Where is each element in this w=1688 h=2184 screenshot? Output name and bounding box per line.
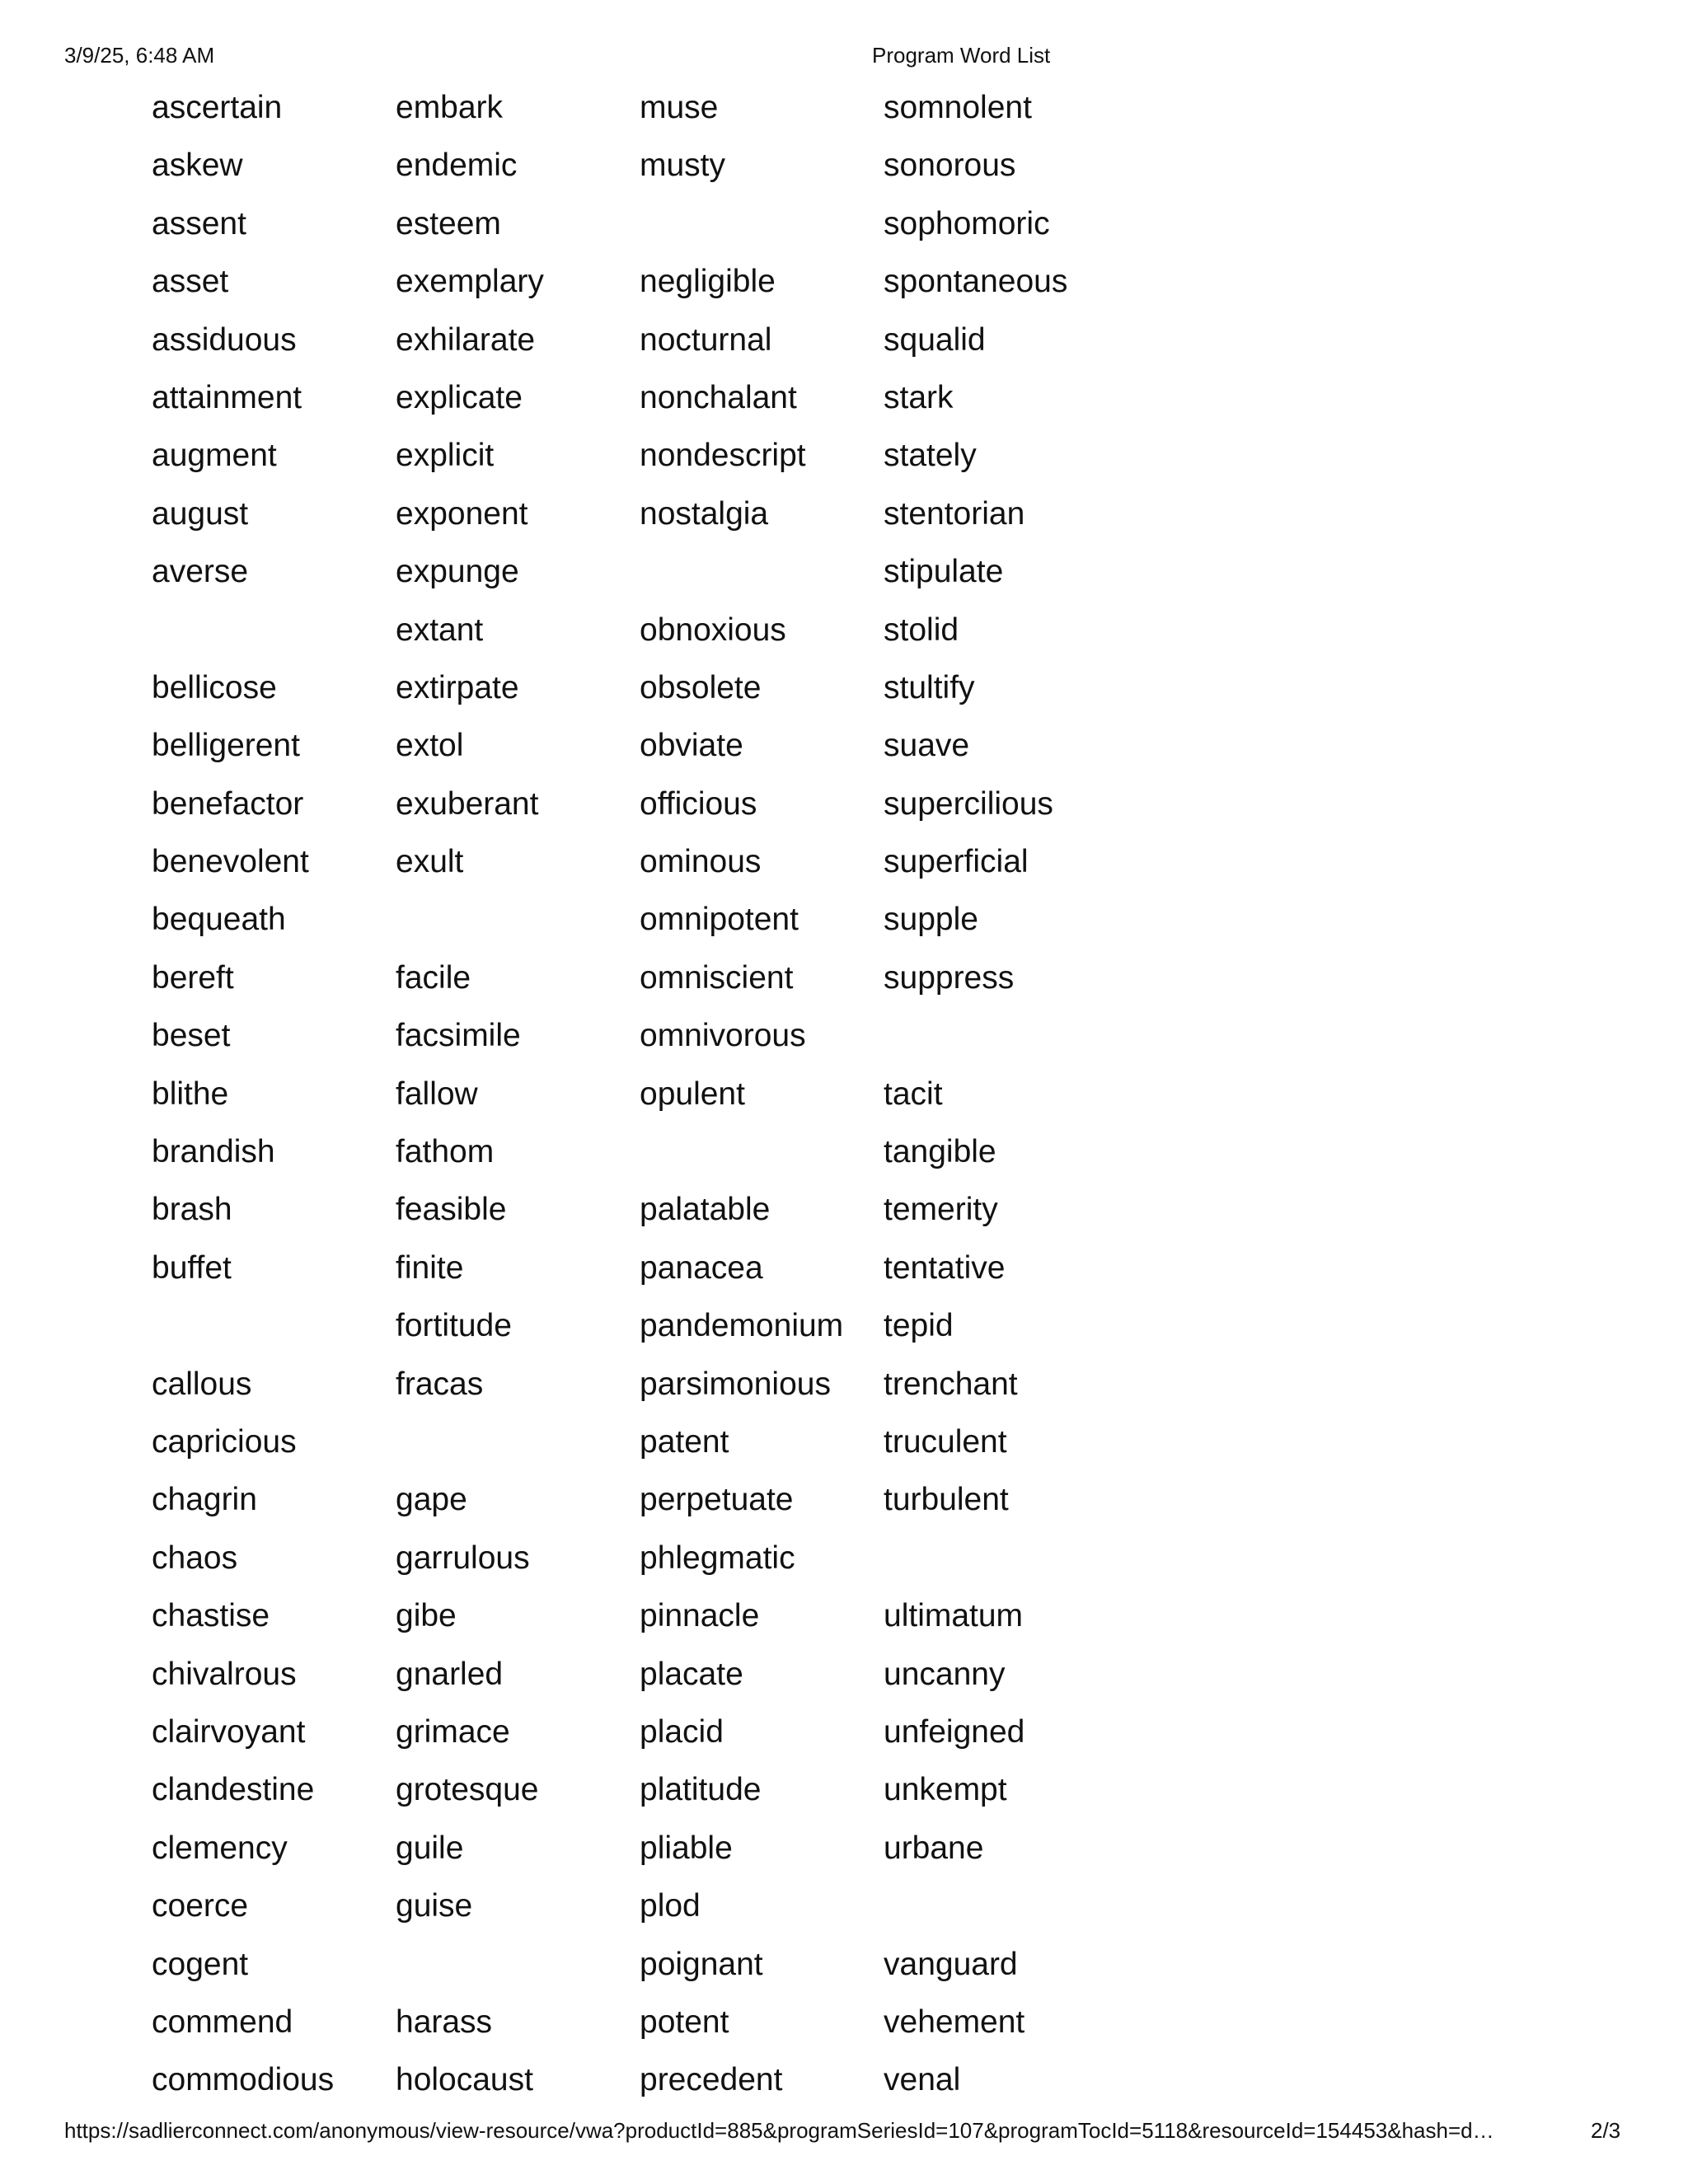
word-item: panacea [640,1249,763,1286]
word-item: chagrin [152,1482,257,1518]
word-list [152,84,1128,2115]
word-item: guise [396,1888,473,1924]
word-item: chastise [152,1598,270,1634]
word-item: unkempt [884,1772,1007,1808]
word-item: tepid [884,1308,954,1344]
word-item: muse [640,90,719,125]
word-item: platitude [640,1772,762,1808]
word-item: sonorous [884,148,1016,184]
word-item: ultimatum [884,1598,1024,1634]
word-item: urbane [884,1830,984,1866]
word-item: expunge [396,554,519,590]
word-item: potent [640,2004,729,2040]
word-item: trenchant [884,1366,1018,1402]
word-item: supple [884,902,978,938]
word-item: bellicose [152,669,277,705]
word-item: cogent [152,1946,249,1982]
word-item: precedent [640,2062,783,2098]
word-item [884,1012,1128,1070]
word-item [884,1882,1128,1940]
word-item [640,1128,884,1186]
word-item: obnoxious [640,612,786,648]
word-item: pandemonium [640,1308,844,1344]
word-item: belligerent [152,728,300,764]
word-item: exult [396,844,464,880]
word-item: augment [152,438,277,474]
word-item: assiduous [152,321,297,358]
word-item: askew [152,148,243,184]
word-item: parsimonious [640,1366,831,1402]
word-item: brandish [152,1134,275,1170]
word-item: poignant [640,1946,763,1982]
word-item: patent [640,1423,729,1460]
word-item: extirpate [396,669,519,705]
word-item: garrulous [396,1540,530,1576]
page-number: 2/3 [1591,2118,1621,2143]
word-item: stately [884,438,977,474]
word-item: tentative [884,1249,1006,1286]
word-item: exponent [396,495,528,532]
word-item [152,1302,396,1360]
word-item: averse [152,554,249,590]
word-item: opulent [640,1076,745,1112]
word-item: uncanny [884,1656,1006,1692]
word-item: omnivorous [640,1018,806,1054]
word-item: fallow [396,1076,478,1112]
word-item: squalid [884,321,986,358]
word-item [396,1418,640,1476]
word-item: feasible [396,1192,507,1228]
word-item: clandestine [152,1772,315,1808]
word-item: temerity [884,1192,998,1228]
word-item [640,200,884,258]
page-title: Program Word List [872,43,1051,68]
word-item: unfeigned [884,1713,1025,1750]
word-item: finite [396,1249,464,1286]
word-item: facsimile [396,1018,521,1054]
word-item: ominous [640,844,762,880]
word-item [396,1941,640,1999]
word-item: omnipotent [640,902,799,938]
word-item: capricious [152,1423,297,1460]
word-item: benefactor [152,785,304,822]
word-item: nostalgia [640,495,769,532]
footer-url: https://sadlierconnect.com/anonymous/view-resource/vwa?productId=885&programSeriesId=107&programTocId=5118&resourceId=154453&hash=d… [64,2118,1494,2143]
word-item: somnolent [884,90,1032,125]
word-item: negligible [640,264,776,300]
word-item: pinnacle [640,1598,760,1634]
word-item: omniscient [640,959,794,996]
word-item: spontaneous [884,264,1068,300]
word-item: brash [152,1192,232,1228]
word-item: extant [396,612,484,648]
word-item: vehement [884,2004,1025,2040]
word-item: nondescript [640,438,806,474]
word-item: placid [640,1713,724,1750]
word-item: phlegmatic [640,1540,795,1576]
word-item: suave [884,728,970,764]
word-item [396,896,640,954]
word-item: officious [640,785,757,822]
word-item: exemplary [396,264,544,300]
word-item: suppress [884,959,1015,996]
word-item: clemency [152,1830,288,1866]
word-item: blithe [152,1076,229,1112]
word-item: vanguard [884,1946,1018,1982]
word-item: musty [640,148,726,184]
word-item: extol [396,728,464,764]
word-item: chivalrous [152,1656,297,1692]
word-item: commend [152,2004,293,2040]
word-item: venal [884,2062,961,2098]
word-item: gape [396,1482,467,1518]
word-item: obviate [640,728,743,764]
word-item: explicate [396,379,523,415]
word-item: stentorian [884,495,1025,532]
word-item: fortitude [396,1308,512,1344]
word-item: embark [396,90,504,125]
word-item: tacit [884,1076,943,1112]
word-item: beset [152,1018,231,1054]
word-item: palatable [640,1192,771,1228]
word-item: assent [152,205,246,241]
word-item: bequeath [152,902,286,938]
word-item: asset [152,264,229,300]
word-item: coerce [152,1888,249,1924]
word-item: sophomoric [884,205,1050,241]
word-item: supercilious [884,785,1053,822]
word-item: benevolent [152,844,309,880]
word-item: exhilarate [396,321,536,358]
word-item: stark [884,379,954,415]
word-item: placate [640,1656,743,1692]
word-item: perpetuate [640,1482,794,1518]
word-item: endemic [396,148,518,184]
word-item: commodious [152,2062,335,2098]
word-item: gibe [396,1598,457,1634]
word-item: gnarled [396,1656,504,1692]
word-item: attainment [152,379,302,415]
word-item: grotesque [396,1772,539,1808]
word-item: fracas [396,1366,484,1402]
word-item: esteem [396,205,501,241]
word-item: obsolete [640,669,762,705]
word-item: nonchalant [640,379,797,415]
word-item: plod [640,1888,701,1924]
word-item: stolid [884,612,959,648]
word-item: truculent [884,1423,1007,1460]
print-timestamp: 3/9/25, 6:48 AM [64,43,215,68]
word-item: holocaust [396,2062,533,2098]
word-item: harass [396,2004,493,2040]
word-item: callous [152,1366,252,1402]
word-item: clairvoyant [152,1713,306,1750]
word-item: turbulent [884,1482,1009,1518]
word-item [152,607,396,664]
word-item: exuberant [396,785,539,822]
word-item: buffet [152,1249,232,1286]
word-item: august [152,495,249,532]
word-item: explicit [396,438,495,474]
word-item: stipulate [884,554,1004,590]
word-item: fathom [396,1134,495,1170]
word-item: superficial [884,844,1029,880]
word-item [640,548,884,606]
word-item: guile [396,1830,464,1866]
word-item: grimace [396,1713,510,1750]
word-item: nocturnal [640,321,772,358]
word-item: facile [396,959,471,996]
word-item: chaos [152,1540,238,1576]
word-item [884,1535,1128,1592]
word-item: tangible [884,1134,996,1170]
word-item: ascertain [152,90,283,125]
word-item: stultify [884,669,975,705]
word-item: bereft [152,959,234,996]
word-item: pliable [640,1830,733,1866]
